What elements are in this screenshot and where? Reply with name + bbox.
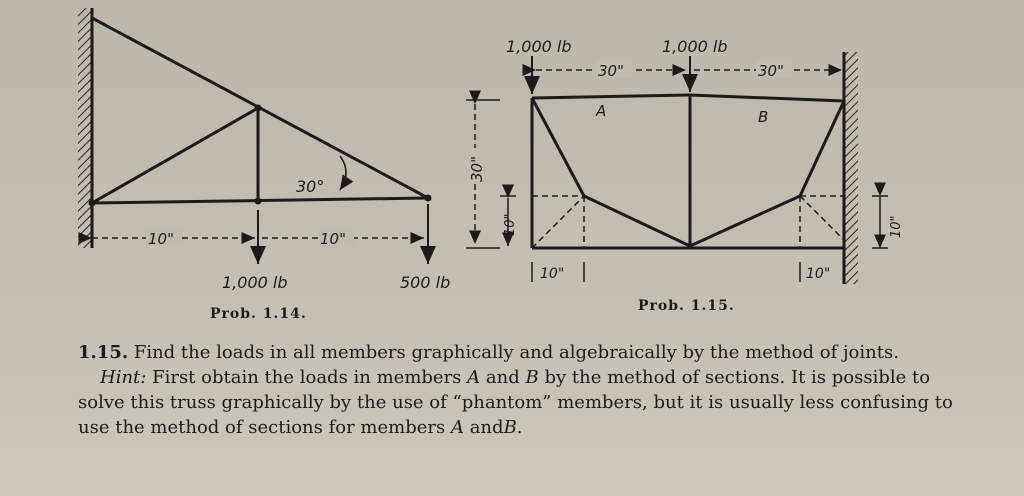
panel-left-label: 10" xyxy=(540,266,565,282)
wall-hatch-left xyxy=(78,8,92,248)
hint-paragraph xyxy=(78,365,958,440)
problem-number: 1.15. xyxy=(78,342,129,363)
panel-right-label: 10" xyxy=(806,266,831,282)
member-a-ref-2: A xyxy=(450,417,464,438)
prob-1-14-truss xyxy=(78,8,450,322)
wall-hatch-right xyxy=(844,52,858,284)
angle-arc xyxy=(340,156,346,190)
span-right-label: 30" xyxy=(758,62,784,80)
dim-right-label: 10" xyxy=(320,230,346,248)
load-left-label: 1,000 lb xyxy=(222,273,288,292)
problem-text xyxy=(78,340,958,440)
end-period: . xyxy=(516,417,523,438)
span-left-label: 30" xyxy=(598,62,624,80)
member-b-label: B xyxy=(758,108,769,126)
member-b-ref: B xyxy=(525,367,539,388)
and-word: and xyxy=(485,367,520,388)
hint-part2: by the method of sections. It is possible to solve this truss graphically by the use of “phantom” members, but it is usually less confusing to use the method of sections for members xyxy=(78,367,953,438)
prob-1-15-truss xyxy=(466,37,904,314)
member-b xyxy=(690,95,844,101)
dim-left-label: 10" xyxy=(148,230,174,248)
hint-label: Hint: xyxy=(100,367,147,388)
member-a-ref: A xyxy=(467,367,481,388)
member-a xyxy=(532,95,690,98)
and-word-2: and xyxy=(469,417,504,438)
problem-statement xyxy=(78,340,958,365)
problem-line1: Find the loads in all members graphically and algebraically by the method of joints. xyxy=(133,342,899,363)
caption-1-15: Prob. 1.15. xyxy=(638,298,735,314)
wall-dim-label: 10" xyxy=(889,215,904,238)
member-a-label: A xyxy=(596,102,607,120)
height-label: 30" xyxy=(468,156,486,182)
angle-label: 30° xyxy=(296,177,325,196)
load-2-label: 1,000 lb xyxy=(662,37,728,56)
height-small-label: 10" xyxy=(503,213,518,236)
load-right-label: 500 lb xyxy=(400,273,451,292)
hint-part1: First obtain the loads in members xyxy=(152,367,462,388)
caption-1-14: Prob. 1.14. xyxy=(210,306,307,322)
member-b-ref-2: B xyxy=(503,417,517,438)
load-1-label: 1,000 lb xyxy=(506,37,572,56)
member-diagonal xyxy=(92,108,258,203)
